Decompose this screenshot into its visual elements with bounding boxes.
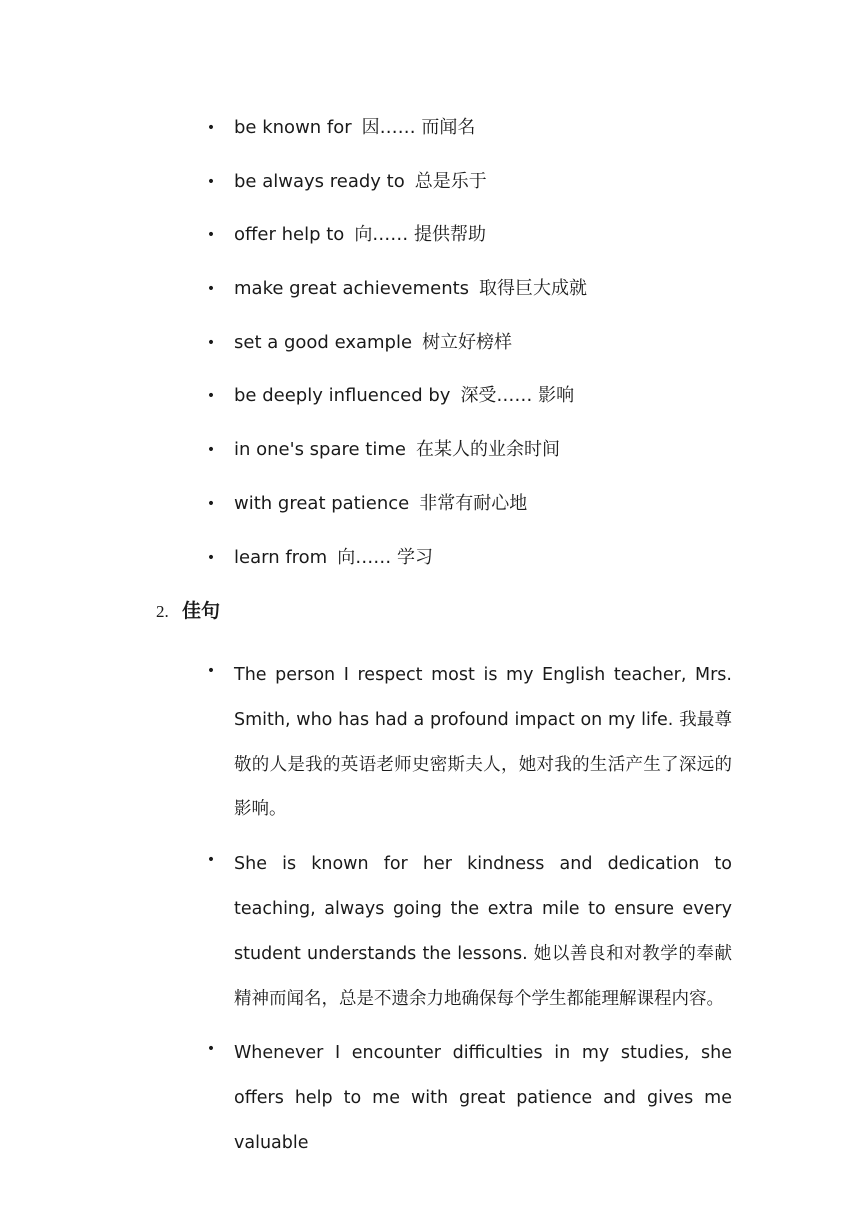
phrase-chinese: 树立好榜样 — [422, 331, 513, 353]
phrase-english: offer help to — [234, 224, 345, 246]
bullet-icon: • — [206, 281, 216, 298]
phrase-english: be deeply influenced by — [234, 385, 451, 407]
phrase-english: learn from — [234, 546, 328, 568]
sentence-chinese: 我最尊敬的人是我的英语老师史密斯夫人，她对我的生活产生了深远的影响。 — [234, 709, 732, 820]
phrase-english: with great patience — [234, 492, 410, 514]
bullet-icon: • — [206, 549, 216, 566]
phrase-chinese: 因…… 而闻名 — [361, 117, 476, 138]
list-item — [206, 164, 734, 218]
phrase-english: in one's spare time — [234, 439, 406, 461]
phrase-chinese: 在某人的业余时间 — [415, 439, 560, 461]
phrase-english: be known for — [234, 117, 352, 138]
phrase-chinese: 向…… 学习 — [337, 546, 433, 568]
phrase-english: make great achievements — [234, 278, 470, 300]
bullet-icon: • — [206, 663, 216, 679]
sentence-english: She is known for her kindness and dedication to teaching, always going the extra mile to ensure every student understands the lessons. — [234, 854, 732, 964]
list-item — [206, 271, 734, 325]
list-item — [206, 325, 734, 379]
list-item — [206, 486, 734, 540]
phrase-chinese: 非常有耐心地 — [419, 492, 528, 514]
bullet-icon: • — [206, 1041, 216, 1058]
phrase-chinese: 总是乐于 — [414, 170, 487, 192]
bullet-icon: • — [206, 495, 216, 512]
phrase-chinese: 向…… 提供帮助 — [354, 224, 487, 246]
phrase-chinese: 深受…… 影响 — [460, 385, 575, 407]
bullet-icon: • — [206, 334, 216, 351]
sentence-list — [206, 653, 732, 1176]
section-number: 2. — [156, 602, 169, 621]
phrase-english: be always ready to — [234, 170, 405, 192]
sentence-chinese: 她以善良和对教学的奉献精神而闻名，总是不遗余力地确保每个学生都能理解课程内容。 — [234, 943, 732, 1009]
section-heading — [156, 593, 220, 629]
list-item — [206, 653, 732, 832]
sentence-english: Whenever I encounter difficulties in my studies, she offers help to me with great patience and gives me valuable — [234, 1043, 732, 1153]
bullet-icon: • — [206, 442, 216, 459]
phrase-english: set a good example — [234, 331, 413, 353]
section-title: 佳句 — [182, 600, 221, 622]
list-item — [206, 842, 732, 1021]
list-item — [206, 110, 734, 164]
list-item — [206, 217, 734, 271]
list-item — [206, 1031, 732, 1165]
list-item — [206, 378, 734, 432]
list-item — [206, 432, 734, 486]
phrase-list — [206, 110, 734, 593]
bullet-icon: • — [206, 852, 216, 869]
list-item — [206, 540, 734, 594]
phrase-chinese: 取得巨大成就 — [479, 278, 588, 300]
bullet-icon: • — [206, 120, 216, 136]
bullet-icon: • — [206, 173, 216, 190]
bullet-icon: • — [206, 388, 216, 405]
sentence-english: The person I respect most is my English teacher, Mrs. Smith, who has had a profound impact on my life. — [234, 665, 732, 730]
bullet-icon: • — [206, 227, 216, 244]
